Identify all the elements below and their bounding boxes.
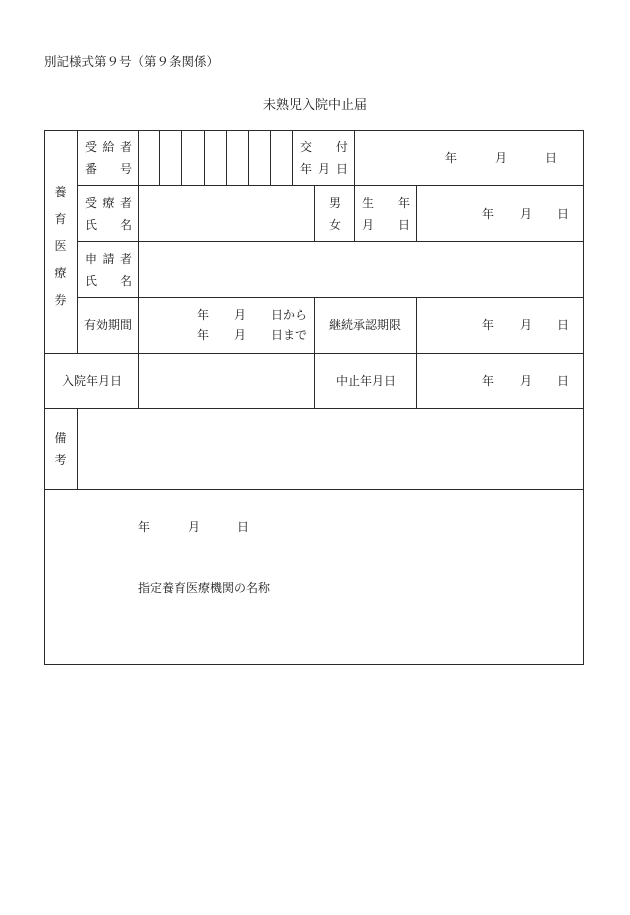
label-char: 名 xyxy=(119,218,132,232)
label-char: 号 xyxy=(119,162,132,176)
label-char: 者 xyxy=(119,140,132,154)
label-char: 年 xyxy=(300,162,313,176)
sex-male: 男 xyxy=(329,196,342,210)
admission-date-label: 入院年月日 xyxy=(62,374,123,388)
label-char: 考 xyxy=(54,453,67,467)
table-border-right xyxy=(583,130,584,665)
form-reference: 別記様式第９号（第９条関係） xyxy=(44,54,220,69)
col-line xyxy=(314,297,315,409)
table-border-bottom xyxy=(44,664,584,665)
year-unit: 年 xyxy=(482,207,495,221)
month-unit: 月 xyxy=(495,151,508,165)
col-line xyxy=(354,185,355,242)
month-unit: 月 xyxy=(234,308,247,322)
col-line xyxy=(77,408,78,490)
label-char: 備 xyxy=(54,431,67,445)
day-unit: 日 xyxy=(557,207,570,221)
year-unit: 年 xyxy=(482,318,495,332)
col-line xyxy=(138,130,139,409)
col-line xyxy=(416,297,417,409)
label-char: 名 xyxy=(119,274,132,288)
year-unit: 年 xyxy=(482,374,495,388)
day-unit: 日 xyxy=(237,520,250,534)
continuation-deadline-label: 継続承認期限 xyxy=(329,318,402,332)
page-title: 未熟児入院中止届 xyxy=(262,98,367,113)
month-unit: 月 xyxy=(520,318,533,332)
row-line xyxy=(77,241,584,242)
section-label-char: 育 xyxy=(54,212,67,226)
table-border-top xyxy=(44,130,584,131)
valid-period-label: 有効期間 xyxy=(84,318,133,332)
year-unit: 年 xyxy=(445,151,458,165)
month-unit: 月 xyxy=(188,520,201,534)
label-char: 受 xyxy=(85,196,98,210)
col-line xyxy=(354,130,355,186)
digit-box-line xyxy=(270,130,271,186)
col-line xyxy=(77,130,78,354)
label-char: 氏 xyxy=(85,274,98,288)
section-label-vertical xyxy=(44,186,77,306)
row-line xyxy=(77,297,584,298)
month-unit: 月 xyxy=(234,328,247,342)
label-char: 生 xyxy=(362,196,375,210)
section-label-char: 養 xyxy=(54,185,67,199)
year-unit: 年 xyxy=(197,308,210,322)
section-label-char: 療 xyxy=(54,266,67,280)
col-line xyxy=(416,185,417,242)
day-unit: 日 xyxy=(545,151,558,165)
month-unit: 月 xyxy=(520,374,533,388)
digit-box-line xyxy=(292,130,293,186)
label-char: 月 xyxy=(362,218,375,232)
label-char: 療 xyxy=(102,196,115,210)
row-line xyxy=(44,489,584,490)
label-char: 受 xyxy=(85,140,98,154)
remarks-label xyxy=(44,432,77,466)
section-label-char: 医 xyxy=(54,239,67,253)
label-char: 日 xyxy=(335,162,348,176)
day-from: 日から xyxy=(271,308,308,322)
day-unit: 日 xyxy=(557,318,570,332)
year-unit: 年 xyxy=(197,328,210,342)
label-char: 年 xyxy=(397,196,410,210)
label-char: 給 xyxy=(102,140,115,154)
digit-box-line xyxy=(159,130,160,186)
day-unit: 日 xyxy=(557,374,570,388)
label-char: 交 xyxy=(300,140,313,154)
institution-name-label: 指定養育医療機関の名称 xyxy=(138,581,271,595)
col-line xyxy=(314,185,315,242)
label-char: 番 xyxy=(85,162,98,176)
label-char: 者 xyxy=(119,196,132,210)
row-line xyxy=(77,185,584,186)
label-char: 氏 xyxy=(85,218,98,232)
label-char: 月 xyxy=(317,162,330,176)
label-char: 者 xyxy=(119,252,132,266)
digit-box-line xyxy=(226,130,227,186)
year-unit: 年 xyxy=(138,520,151,534)
day-until: 日まで xyxy=(271,328,308,342)
section-label-char: 券 xyxy=(54,293,67,307)
label-char: 請 xyxy=(102,252,115,266)
label-char: 付 xyxy=(335,140,348,154)
digit-box-line xyxy=(204,130,205,186)
sex-female: 女 xyxy=(329,218,342,232)
digit-box-line xyxy=(248,130,249,186)
month-unit: 月 xyxy=(520,207,533,221)
label-char: 申 xyxy=(85,252,98,266)
label-char: 日 xyxy=(397,218,410,232)
digit-box-line xyxy=(181,130,182,186)
stop-date-label: 中止年月日 xyxy=(336,374,397,388)
